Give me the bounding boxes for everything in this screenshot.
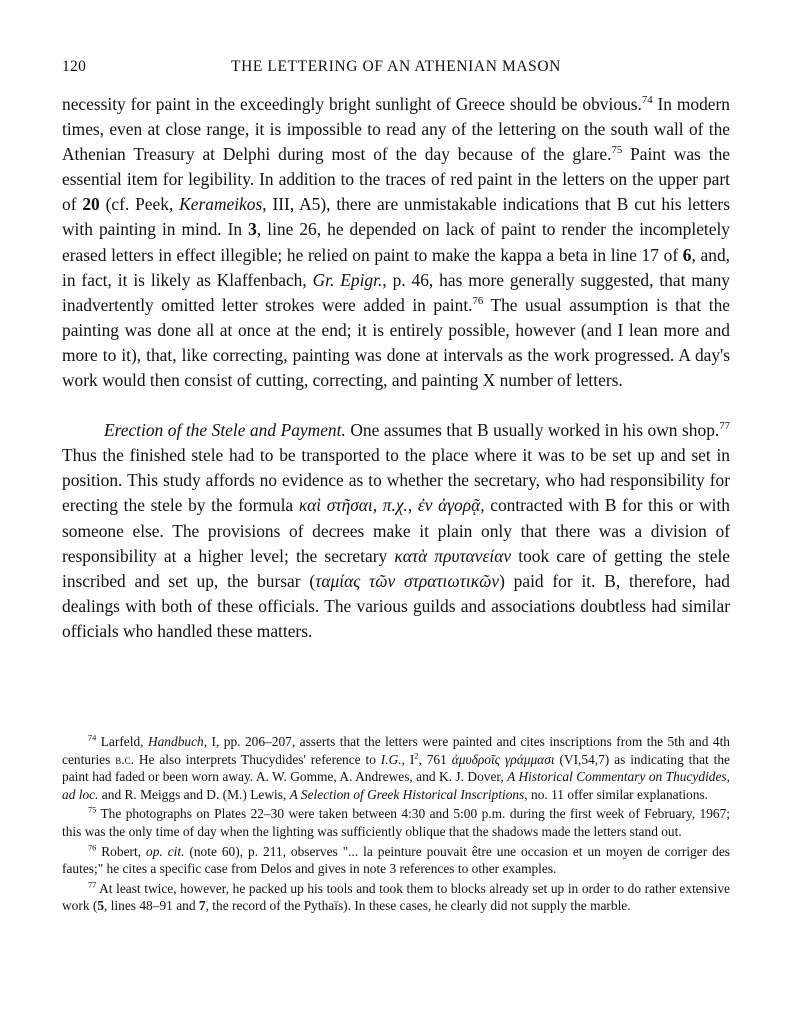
text-run: , p. 46, has more generally suggested, that many inadvertently omitted letter strokes were added in paint.	[62, 269, 730, 315]
text-run: took care of getting the stele inscribed and set up, the bursar (	[62, 545, 730, 591]
text-run: , lines 48–91 and	[104, 898, 199, 914]
inscription-number-20: 20	[82, 194, 100, 215]
text-run: , 761	[418, 751, 452, 767]
text-run: Thus the finished stele had to be transported to the place where it was to be set up and set in position. This study affords no evidence as to whether the secretary, who had responsibility for erecting the stele by the formula	[62, 445, 730, 516]
greek-phrase-formula: καὶ στῆσαι, π.χ., ἐν ἀγορᾷ,	[298, 495, 485, 516]
footnote-76	[62, 843, 730, 878]
running-title: THE LETTERING OF AN ATHENIAN MASON	[231, 58, 561, 75]
footnote-ref-76: 76	[472, 294, 484, 307]
inscription-number-5: 5	[97, 898, 105, 914]
text-run: necessity for paint in the exceedingly bright sunlight of Greece should be obvious.	[62, 94, 642, 114]
inscription-number-6: 6	[682, 244, 692, 265]
inscription-number-3: 3	[248, 219, 257, 240]
text-run: contracted with B for this or with someone else. The provisions of decrees make it plain only that there was a division of responsibility at a higher level; the secretary	[62, 495, 730, 566]
title-kerameikos: Kerameikos	[179, 194, 263, 215]
text-run: (cf. Peek,	[99, 194, 180, 215]
text-run: , III, A5), there are unmistakable indications that B cut his letters with painting in mind. In	[62, 194, 730, 240]
text-run: One assumes that B usually worked in his own shop.	[345, 420, 720, 441]
page-header	[62, 58, 730, 80]
greek-phrase: ἀμυδροῖς γράμμασι	[451, 751, 555, 767]
text-run: (VI,54,7) as indicating that the paint had faded or been worn away. A. W. Gomme, A. Andrewes, and K. J. Dover,	[62, 751, 730, 785]
text-run: ) paid for it. B, therefore, had dealings with both of these officials. The various guilds and associations doubtless had similar officials who handled these matters.	[62, 570, 731, 641]
footnote-ref-74: 74	[641, 94, 653, 107]
text-run: Larfeld,	[96, 734, 148, 749]
footnotes	[62, 733, 730, 917]
footnote-number: 76	[88, 843, 97, 853]
text-run: The photographs on Plates 22–30 were taken between 4:30 and 5:00 p.m. during the first week of February, 1967; this was the only time of day when the lighting was sufficiently oblique that the shadows made the letters stand out.	[62, 806, 730, 839]
edition-superscript: 2	[414, 751, 419, 761]
text-run: , the record of the Pythaïs). In these cases, he clearly did not supply the marble.	[205, 898, 631, 914]
footnote-number: 75	[88, 805, 97, 815]
text-run: At least twice, however, he packed up his tools and took them to blocks already set up in order to do rather extensive work (	[62, 880, 730, 914]
text-run: , line 26, he depended on lack of paint to render the incompletely erased letters in effect illegible; he relied on paint to make the kappa a beta in line 17 of	[62, 219, 730, 265]
text-run: , and, in fact, it is likely as Klaffenbach,	[62, 244, 730, 290]
footnote-ref-77: 77	[719, 420, 730, 433]
section-heading: Erection of the Stele and Payment.	[104, 420, 346, 441]
title-gr-epigr: Gr. Epigr.	[312, 269, 383, 290]
title-handbuch: Handbuch	[147, 734, 204, 749]
text-run: Paint was the essential item for legibility. In addition to the traces of red paint in the letters on the upper part of	[62, 144, 730, 215]
footnote-77	[62, 880, 730, 915]
footnote-74	[62, 733, 730, 803]
text-run: , I, pp. 206–207, asserts that the letters were painted and cites inscriptions from the 5th and 4th centuries	[62, 734, 730, 767]
text-run: He also interprets Thucydides' reference to	[133, 751, 381, 767]
paragraph-1	[62, 92, 730, 393]
title-ig: I.G.	[380, 751, 402, 767]
footnote-number: 77	[88, 880, 97, 890]
title-historical-commentary: A Historical Commentary on Thucydides, ad loc.	[62, 769, 730, 802]
op-cit: op. cit.	[146, 843, 185, 859]
inscription-number-7: 7	[198, 898, 206, 914]
text-run: , I	[401, 751, 415, 767]
main-text	[62, 92, 730, 644]
text-run: (note 60), p. 211, observes "... la peinture pouvait être une occasion et un moyen de corriger des fautes;" he cites a specific case from Delos and gives in note 3 references to other examples.	[62, 843, 730, 877]
text-run: The usual assumption is that the painting was done all at once at the end; it is entirely possible, however (and I lean more and more to it), that, like correcting, painting was done at intervals as the work progressed. A day's work would then consist of cutting, correcting, and painting X number of letters.	[62, 294, 730, 391]
paragraph-2	[62, 418, 730, 644]
era-abbrev: b.c.	[115, 751, 134, 767]
page-number: 120	[62, 58, 87, 75]
footnote-number: 74	[88, 733, 97, 743]
text-run: In modern times, even at close range, it is impossible to read any of the lettering on the south wall of the Athenian Treasury at Delphi during most of the day because of the glare.	[62, 94, 730, 165]
text-run: , no. 11 offer similar explanations.	[524, 786, 709, 802]
footnote-75	[62, 805, 730, 840]
title-selection: A Selection of Greek Historical Inscriptions	[289, 786, 525, 802]
greek-phrase-prytany: κατὰ πρυτανείαν	[394, 545, 512, 566]
text-run: and R. Meiggs and D. (M.) Lewis,	[98, 786, 290, 802]
greek-phrase-bursar: ταμίας τῶν στρατιωτικῶν	[315, 570, 500, 591]
text-run: Robert,	[96, 843, 146, 859]
footnote-ref-75: 75	[611, 144, 623, 157]
